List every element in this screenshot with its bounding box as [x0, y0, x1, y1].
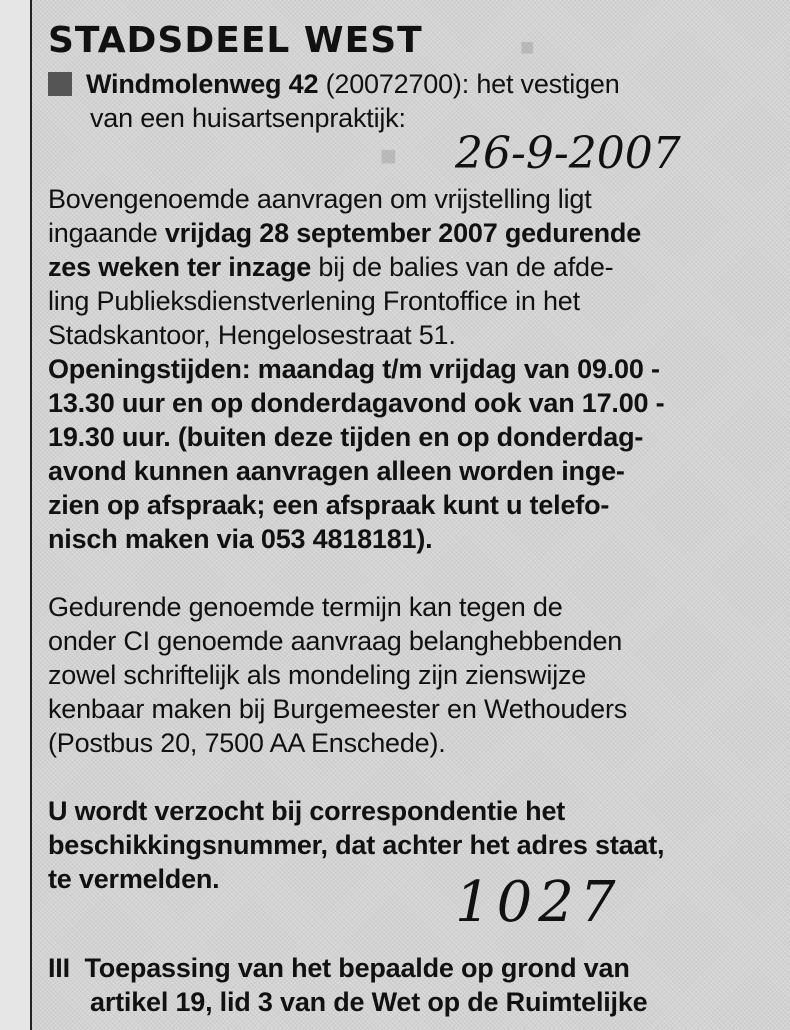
text-line	[48, 284, 580, 318]
text-span: bij de balies van de afde-	[311, 252, 614, 282]
permit-item-line-1	[48, 67, 620, 101]
section-title: Toepassing van het bepaalde op grond van	[84, 953, 630, 983]
text-span: Bovengenoemde aanvragen om vrijstelling ligt	[48, 184, 592, 214]
section-heading-line-1	[48, 951, 630, 985]
text-line	[48, 318, 456, 352]
column-rule	[30, 0, 32, 1030]
scan-margin	[0, 0, 30, 1030]
permit-description: (20072700): het vestigen	[318, 69, 620, 99]
handwritten-number: 1027	[455, 870, 622, 935]
section-numeral: III	[48, 953, 70, 983]
text-line: te vermelden.	[48, 864, 220, 894]
text-line: U wordt verzocht bij correspondentie het	[48, 796, 566, 826]
text-line: Openingstijden: maandag t/m vrijdag van 09.00 -	[48, 354, 660, 384]
text-line	[48, 216, 641, 250]
bleed-through-text: ■	[520, 34, 535, 61]
text-line: (Postbus 20, 7500 AA Enschede).	[48, 728, 446, 758]
text-line: zien op afspraak; een afspraak kunt u telefo-	[48, 490, 610, 520]
text-line: kenbaar maken bij Burgemeester en Wethouders	[48, 694, 628, 724]
text-line: onder CI genoemde aanvraag belanghebbenden	[48, 626, 623, 656]
bleed-through-text: ■	[380, 140, 397, 171]
text-line: Gedurende genoemde termijn kan tegen de	[48, 592, 563, 622]
text-line: zowel schriftelijk als mondeling zijn zienswijze	[48, 660, 587, 690]
permit-item-line-2: van een huisartsenpraktijk:	[90, 103, 406, 133]
handwritten-date: 26-9-2007	[455, 128, 681, 179]
text-line: beschikkingsnummer, dat achter het adres staat,	[48, 830, 665, 860]
permit-address: Windmolenweg 42	[86, 69, 319, 99]
text-line: avond kunnen aanvragen alleen worden inge-	[48, 456, 625, 486]
text-line: 19.30 uur. (buiten deze tijden en op donderdag-	[48, 422, 644, 452]
text-line: nisch maken via 053 4818181).	[48, 524, 433, 554]
text-span: Stadskantoor, Hengelosestraat 51.	[48, 320, 456, 350]
text-span: zes weken ter inzage	[48, 252, 312, 282]
text-line	[48, 250, 613, 284]
text-span: ling Publieksdienstverlening Frontoffice in het	[48, 286, 580, 316]
text-span: vrijdag 28 september 2007 gedurende	[164, 218, 642, 248]
text-span: ingaande	[48, 218, 165, 248]
bullet-square-icon	[48, 72, 72, 96]
text-line: 13.30 uur en op donderdagavond ook van 17.00 -	[48, 388, 665, 418]
page-heading: STADSDEEL WEST	[48, 20, 423, 61]
section-heading-line-2: artikel 19, lid 3 van de Wet op de Ruimtelijke	[90, 987, 648, 1017]
text-line	[48, 182, 592, 216]
